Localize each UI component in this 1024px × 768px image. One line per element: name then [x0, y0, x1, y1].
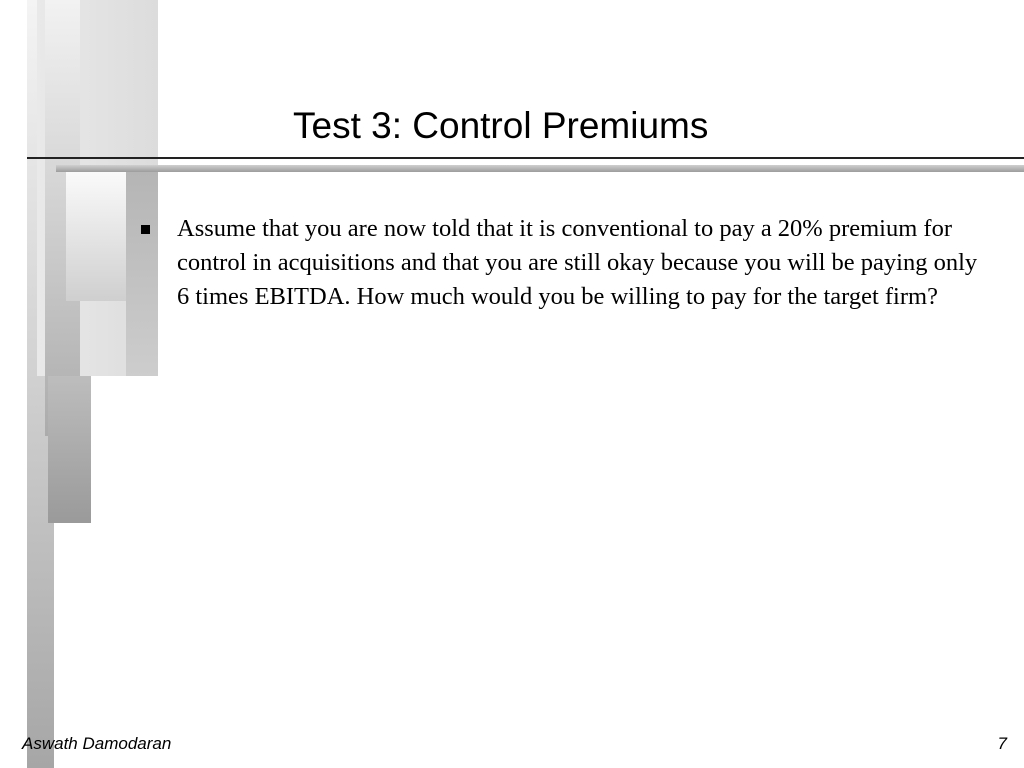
decorative-bar — [48, 376, 91, 523]
title-divider-line — [27, 157, 1024, 159]
footer-author: Aswath Damodaran — [22, 734, 172, 753]
footer-page-number: 7 — [997, 734, 1007, 753]
slide-title: Test 3: Control Premiums — [293, 105, 709, 146]
square-bullet-icon — [141, 225, 150, 234]
bullet-text: Assume that you are now told that it is conventional to pay a 20% premium for control in acquisitions and that you are still okay because you will be paying only 6 times EBITDA. How much would you be willing to pay for the target firm? — [177, 215, 978, 310]
title-divider-bar — [56, 165, 1024, 172]
decorative-bar — [126, 172, 158, 376]
decorative-bar — [66, 172, 126, 301]
